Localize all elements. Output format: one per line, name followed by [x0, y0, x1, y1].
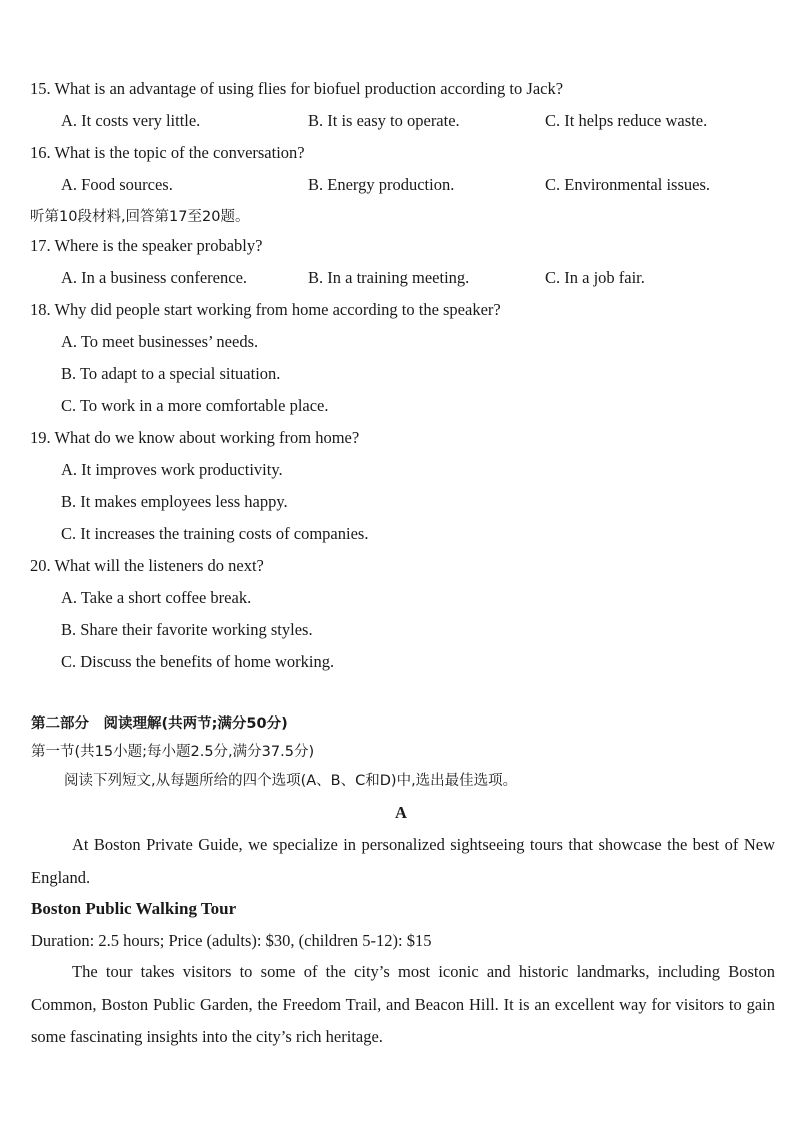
option-18-b: B. To adapt to a special situation.	[61, 364, 281, 383]
tour-title: Boston Public Walking Tour	[31, 899, 237, 918]
passage-intro: At Boston Private Guide, we specialize in personalized sightseeing tours that showcase the best of New England.	[31, 835, 775, 887]
passage-label: A	[395, 803, 407, 822]
question-15-stem: 15. What is an advantage of using flies for biofuel production according to Jack?	[30, 79, 564, 98]
option-18-a: A. To meet businesses’ needs.	[61, 332, 259, 351]
tour-meta: Duration: 2.5 hours; Price (adults): $30, (children 5-12): $15	[31, 931, 432, 950]
listening-instruction: 听第10段材料,回答第17至20题。	[30, 209, 250, 225]
option-20-c: C. Discuss the benefits of home working.	[61, 652, 335, 671]
option-16-a: A. Food sources.	[61, 175, 173, 194]
option-17-c: C. In a job fair.	[545, 268, 645, 287]
option-17-b: B. In a training meeting.	[308, 268, 470, 287]
option-15-c: C. It helps reduce waste.	[545, 111, 708, 130]
option-18-c: C. To work in a more comfortable place.	[61, 396, 329, 415]
option-15-b: B. It is easy to operate.	[308, 111, 460, 130]
option-19-b: B. It makes employees less happy.	[61, 492, 288, 511]
tour-description: The tour takes visitors to some of the city’s most iconic and historic landmarks, including Boston Common, Boston Public Garden, the Freedom Trail, and Beacon Hill. It is an excellent way for visitors to gain some fascinating insights into the city’s rich heritage.	[31, 962, 775, 1046]
option-17-a: A. In a business conference.	[61, 268, 248, 287]
section-one-title: 第一节(共15小题;每小题2.5分,满分37.5分)	[31, 744, 315, 760]
question-20-stem: 20. What will the listeners do next?	[30, 556, 264, 575]
question-15-options	[61, 111, 761, 131]
option-19-c: C. It increases the training costs of companies.	[61, 524, 369, 543]
question-17-options	[61, 268, 761, 288]
option-20-a: A. Take a short coffee break.	[61, 588, 252, 607]
option-16-b: B. Energy production.	[308, 175, 455, 194]
part-two-title: 第二部分 阅读理解(共两节;满分50分)	[31, 716, 288, 732]
question-19-stem: 19. What do we know about working from home?	[30, 428, 360, 447]
question-17-stem: 17. Where is the speaker probably?	[30, 236, 263, 255]
question-16-stem: 16. What is the topic of the conversation?	[30, 143, 305, 162]
option-20-b: B. Share their favorite working styles.	[61, 620, 313, 639]
option-15-a: A. It costs very little.	[61, 111, 201, 130]
question-16-options	[61, 175, 761, 195]
question-18-stem: 18. Why did people start working from home according to the speaker?	[30, 300, 501, 319]
option-19-a: A. It improves work productivity.	[61, 460, 283, 479]
reading-instruction: 阅读下列短文,从每题所给的四个选项(A、B、C和D)中,选出最佳选项。	[64, 773, 518, 789]
option-16-c: C. Environmental issues.	[545, 175, 710, 194]
